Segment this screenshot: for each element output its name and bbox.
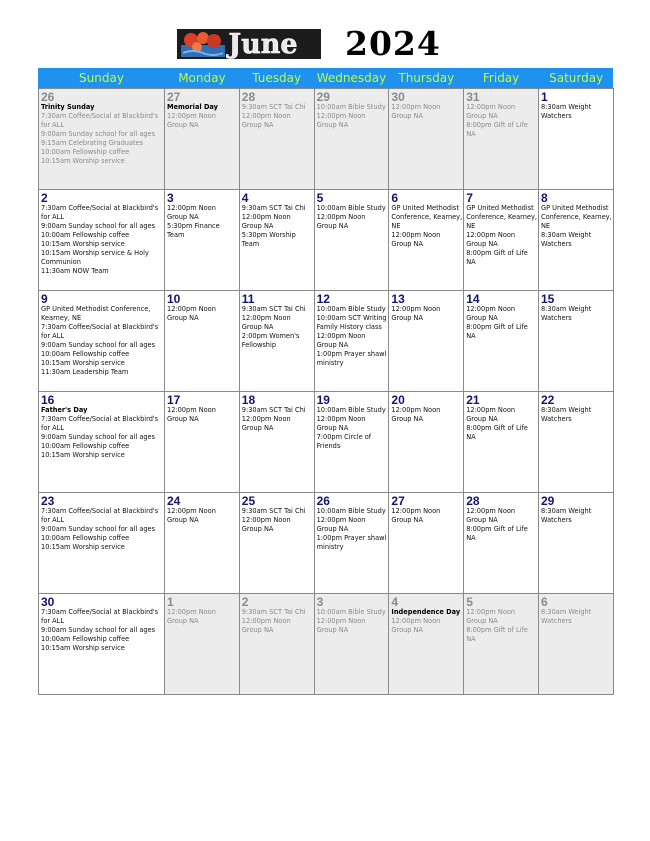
day-number: 27 [167,90,181,104]
day-number: 20 [391,393,405,407]
day-cell[interactable] [314,392,389,493]
event-list: 8:30am Weight Watchers [540,608,592,625]
event-list: 12:00pm Noon Group NA 8:00pm Gift of Life NA [466,507,528,542]
day-number: 19 [316,393,330,407]
event-list: 12:00pm Noon Group NA [167,406,216,423]
day-cell[interactable] [538,392,613,493]
weekday-header-row [39,68,614,89]
day-cell[interactable] [165,89,240,190]
day-number: 6 [391,191,399,205]
event-list: 12:00pm Noon Group NA [391,406,441,423]
day-number: 3 [316,595,324,609]
day-cell[interactable] [389,493,464,594]
event-list: 9:30am SCT Tai Chi 12:00pm Noon Group NA 5:30pm Worship Team [241,204,306,248]
day-cell[interactable] [538,89,613,190]
event-list: 12:00pm Noon Group NA [391,617,441,634]
day-cell[interactable] [314,89,389,190]
day-number: 9 [41,292,48,306]
day-number: 5 [316,191,324,205]
day-number: 24 [167,494,181,508]
month-logo [177,29,321,59]
event-list: 9:30am SCT Tai Chi 12:00pm Noon Group NA [241,103,306,129]
event-list: 7:30am Coffee/Social at Blackbird's for ALL 9:00am Sunday school for all ages 10:00am Fellowship coffee 10:15am Worship service [41,608,159,652]
day-number: 4 [391,595,399,609]
day-number: 28 [466,494,480,508]
event-list: 8:30am Weight Watchers [540,507,592,524]
holiday-label: Independence Day [391,608,461,616]
day-cell[interactable] [239,89,314,190]
year-title: 2024 [345,24,441,63]
day-number: 31 [466,90,480,104]
calendar-week-row [39,594,614,695]
day-number: 2 [41,191,48,205]
day-cell[interactable] [389,190,464,291]
day-cell[interactable] [39,493,165,594]
day-number: 29 [316,90,330,104]
event-list: 12:00pm Noon Group NA [167,608,216,625]
event-list: 7:30am Coffee/Social at Blackbird's for ALL 9:00am Sunday school for all ages 9:15am Celebrating Graduates 10:00am Fellowship coffee 10:15am Worship service [41,112,159,165]
day-number: 27 [391,494,405,508]
day-number: 1 [167,595,174,609]
month-logo-art [177,29,321,59]
calendar-week-row [39,291,614,392]
day-number: 7 [466,191,473,205]
day-number: 16 [41,393,55,407]
day-cell[interactable] [314,190,389,291]
day-number: 3 [167,191,174,205]
day-number: 2 [241,595,249,609]
day-number: 26 [316,494,330,508]
day-cell[interactable] [464,392,539,493]
calendar-week-row [39,190,614,291]
day-number: 28 [241,90,256,104]
event-list: 10:00am Bible Study 12:00pm Noon Group NA 7:00pm Circle of Friends [316,406,386,450]
event-list: 12:00pm Noon Group NA 8:00pm Gift of Life NA [466,103,528,138]
day-cell[interactable] [239,190,314,291]
holiday-label: Memorial Day [167,103,218,111]
day-cell[interactable] [389,392,464,493]
calendar-header [0,0,650,68]
event-list: 9:30am SCT Tai Chi 12:00pm Noon Group NA [241,507,306,533]
day-number: 25 [241,494,256,508]
day-cell[interactable] [464,190,539,291]
holiday-label: Trinity Sunday [41,103,95,111]
event-list: GP United Methodist Conference, Kearney, NE 12:00pm Noon Group NA 8:00pm Gift of Life NA [466,204,537,266]
weekday-saturday: Saturday [538,68,613,89]
event-list: 12:00pm Noon Group NA 8:00pm Gift of Life NA [466,608,528,643]
day-cell[interactable] [538,493,613,594]
day-cell[interactable] [39,291,165,392]
holiday-label: Father's Day [41,406,88,414]
day-number: 12 [316,292,330,306]
day-cell[interactable] [165,493,240,594]
month-title: June [228,29,298,59]
day-number: 6 [540,595,548,609]
calendar-grid [38,68,614,695]
day-number: 11 [241,292,255,306]
day-cell[interactable] [464,493,539,594]
calendar-week-row [39,392,614,493]
day-cell[interactable] [39,392,165,493]
day-number: 22 [540,393,555,407]
event-list: 8:30am Weight Watchers [540,103,592,120]
day-number: 14 [466,292,480,306]
weekday-friday: Friday [464,68,539,89]
event-list: 12:00pm Noon Group NA 8:00pm Gift of Life NA [466,406,528,441]
event-list: 12:00pm Noon Group NA [391,507,441,524]
weekday-monday: Monday [165,68,240,89]
event-list: 12:00pm Noon Group NA 5:30pm Finance Team [167,204,220,239]
event-list: 9:30am SCT Tai Chi 12:00pm Noon Group NA [241,406,306,432]
day-cell[interactable] [538,594,613,695]
day-cell[interactable] [464,89,539,190]
event-list: 9:30am SCT Tai Chi 12:00pm Noon Group NA 2:00pm Women's Fellowship [241,305,306,349]
event-list: 7:30am Coffee/Social at Blackbird's for ALL 9:00am Sunday school for all ages 10:00am Fellowship coffee 10:15am Worship service 10:15am Worship service & Holy Communion 11:30am NOW Team [41,204,159,275]
day-number: 26 [41,90,55,104]
day-number: 30 [41,595,55,609]
event-list: 8:30am Weight Watchers [540,305,592,322]
day-cell[interactable] [39,190,165,291]
day-number: 8 [540,191,548,205]
calendar-week-row [39,89,614,190]
event-list: 10:00am Bible Study 12:00pm Noon Group NA 1:00pm Prayer shawl ministry [316,507,387,551]
day-number: 5 [466,595,473,609]
day-cell[interactable] [165,291,240,392]
event-list: GP United Methodist Conference, Kearney, NE 7:30am Coffee/Social at Blackbird's for ALL 9:00am Sunday school for all ages 10:00am Fellowship coffee 10:15am Worship service 11:30am Leadership Team [41,305,159,376]
day-cell[interactable] [165,190,240,291]
event-list: 10:00am Bible Study 12:00pm Noon Group NA [316,103,386,129]
event-list: 8:30am Weight Watchers [540,406,592,423]
day-cell[interactable] [165,594,240,695]
day-cell[interactable] [239,594,314,695]
day-number: 23 [41,494,55,508]
weekday-thursday: Thursday [389,68,464,89]
event-list: 10:00am Bible Study 12:00pm Noon Group NA [316,608,386,634]
event-list: 12:00pm Noon Group NA 8:00pm Gift of Life NA [466,305,528,340]
day-cell[interactable] [314,594,389,695]
day-cell[interactable] [389,594,464,695]
day-cell[interactable] [314,493,389,594]
day-cell[interactable] [239,291,314,392]
event-list: 7:30am Coffee/Social at Blackbird's for ALL 9:00am Sunday school for all ages 10:00am Fellowship coffee 10:15am Worship service [41,507,159,551]
event-list: GP United Methodist Conference, Kearney, NE 12:00pm Noon Group NA [391,204,463,248]
day-number: 1 [540,90,548,104]
day-cell[interactable] [389,291,464,392]
day-cell[interactable] [314,291,389,392]
day-cell[interactable] [464,594,539,695]
day-cell[interactable] [165,392,240,493]
day-cell[interactable] [39,594,165,695]
day-number: 29 [540,494,555,508]
event-list: 9:30am SCT Tai Chi 12:00pm Noon Group NA [241,608,306,634]
event-list: 10:00am Bible Study 10:00am SCT Writing Family History class 12:00pm Noon Group NA 1:00pm Prayer shawl ministry [316,305,387,367]
event-list: 12:00pm Noon Group NA [167,112,216,129]
weekday-sunday: Sunday [39,68,165,89]
day-cell[interactable] [239,392,314,493]
day-cell[interactable] [239,493,314,594]
event-list: 12:00pm Noon Group NA [391,103,441,120]
event-list: 12:00pm Noon Group NA [167,305,216,322]
day-cell[interactable] [464,291,539,392]
day-number: 10 [167,292,181,306]
event-list: 7:30am Coffee/Social at Blackbird's for ALL 9:00am Sunday school for all ages 10:00am Fellowship coffee 10:15am Worship service [41,415,159,459]
day-cell[interactable] [538,190,613,291]
day-number: 21 [466,393,480,407]
weekday-tuesday: Tuesday [239,68,314,89]
event-list: 12:00pm Noon Group NA [391,305,441,322]
day-number: 30 [391,90,405,104]
day-number: 18 [241,393,256,407]
event-list: 12:00pm Noon Group NA [167,507,216,524]
day-number: 4 [241,191,249,205]
day-number: 15 [540,292,555,306]
event-list: GP United Methodist Conference, Kearney, NE 8:30am Weight Watchers [540,204,612,248]
day-cell[interactable] [538,291,613,392]
event-list: 10:00am Bible Study 12:00pm Noon Group NA [316,204,386,230]
calendar-week-row [39,493,614,594]
day-cell[interactable] [39,89,165,190]
weekday-wednesday: Wednesday [314,68,389,89]
day-number: 17 [167,393,181,407]
day-cell[interactable] [389,89,464,190]
day-number: 13 [391,292,405,306]
